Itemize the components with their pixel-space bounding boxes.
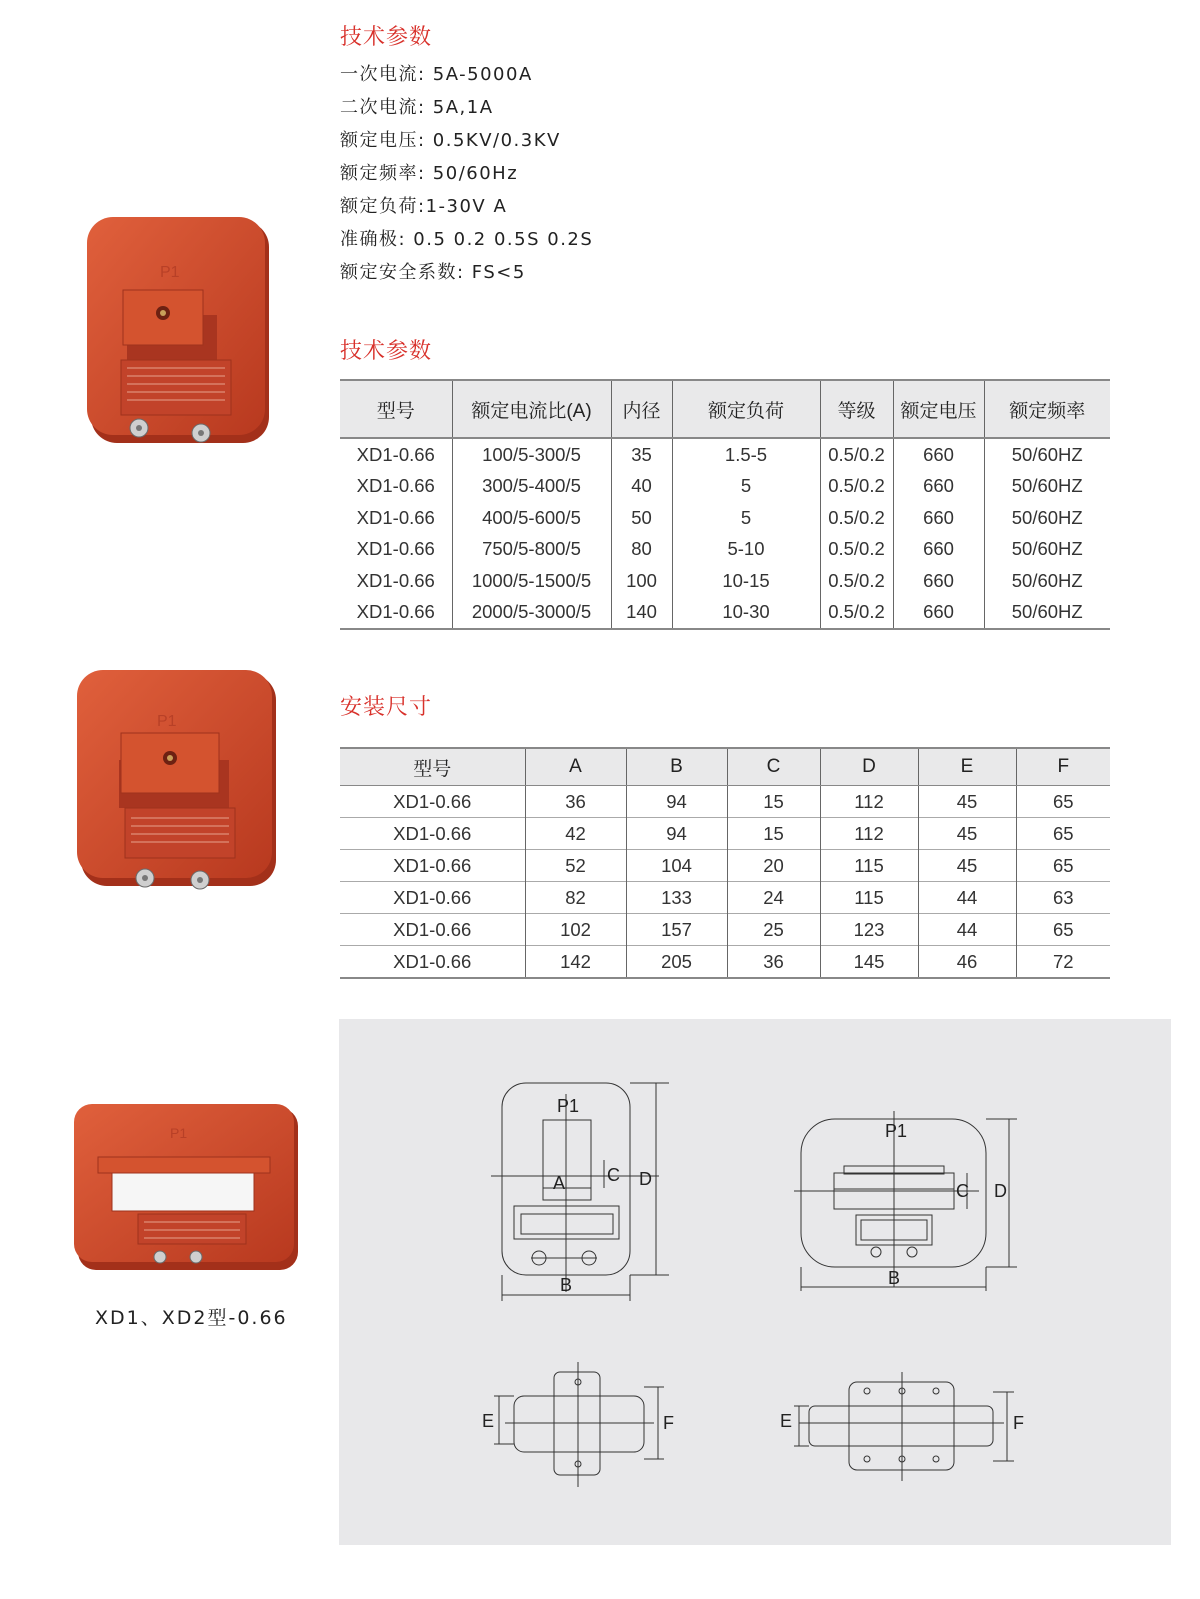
table-row — [340, 946, 1110, 979]
table-cell: 94 — [626, 818, 727, 850]
table-row — [340, 502, 1110, 534]
tech-table — [340, 379, 1110, 630]
table-cell: 24 — [727, 882, 820, 914]
table-header-row — [340, 380, 1110, 438]
table-cell: 140 — [611, 597, 672, 630]
table-cell: 40 — [611, 471, 672, 503]
table-cell: 102 — [525, 914, 626, 946]
table-cell: XD1-0.66 — [356, 475, 435, 497]
column-header: 等级 — [820, 380, 893, 438]
table-row — [340, 850, 1110, 882]
column-header: 额定频率 — [984, 380, 1110, 438]
table-cell: 45 — [918, 786, 1016, 818]
table-cell: 0.5/0.2 — [820, 502, 893, 534]
table-cell: 45 — [918, 818, 1016, 850]
table-cell: 660 — [893, 534, 984, 566]
table-cell: 300/5-400/5 — [452, 471, 611, 503]
table-cell: 750/5-800/5 — [452, 534, 611, 566]
table-cell: 5 — [672, 471, 820, 503]
column-header: E — [918, 748, 1016, 786]
product-photo-3 — [72, 1102, 300, 1274]
column-header: C — [727, 748, 820, 786]
table-row — [340, 534, 1110, 566]
table-cell: XD1-0.66 — [340, 850, 525, 882]
table-cell: 1.5-5 — [672, 438, 820, 471]
column-header: A — [525, 748, 626, 786]
table-cell: 44 — [918, 882, 1016, 914]
table-cell: 25 — [727, 914, 820, 946]
table-cell: 2000/5-3000/5 — [452, 597, 611, 630]
table-cell: 50/60HZ — [984, 438, 1110, 471]
table-cell: 660 — [893, 565, 984, 597]
column-header: 额定负荷 — [672, 380, 820, 438]
table-cell: 660 — [893, 471, 984, 503]
dim-label-a: A — [553, 1173, 566, 1193]
table-cell: 46 — [918, 946, 1016, 979]
table-cell: 100/5-300/5 — [452, 438, 611, 471]
spec-item: 准确极: 0.5 0.2 0.5S 0.2S — [340, 229, 594, 250]
table-cell: 142 — [525, 946, 626, 979]
table-cell: 10-30 — [672, 597, 820, 630]
table-cell: 0.5/0.2 — [820, 471, 893, 503]
table-cell: 35 — [611, 438, 672, 471]
table-cell: 15 — [727, 786, 820, 818]
table-cell: XD1-0.66 — [340, 882, 525, 914]
table-cell: 115 — [820, 882, 918, 914]
table-header-row — [340, 748, 1110, 786]
table-row — [340, 471, 1110, 503]
table-row — [340, 565, 1110, 597]
spec-list — [340, 58, 593, 289]
table-cell: 100 — [611, 565, 672, 597]
product-marking: P1 — [160, 264, 180, 281]
table-cell: 157 — [626, 914, 727, 946]
table-cell: 50/60HZ — [984, 597, 1110, 630]
dim-label-f: F — [663, 1413, 674, 1433]
table-cell: 660 — [893, 502, 984, 534]
product-marking: P1 — [157, 713, 177, 730]
table-row — [340, 882, 1110, 914]
column-header: 型号 — [340, 748, 525, 786]
side-view-2 — [794, 1372, 1014, 1481]
table-cell: 20 — [727, 850, 820, 882]
table-cell: XD1-0.66 — [356, 601, 435, 623]
table-cell: 72 — [1016, 946, 1110, 979]
column-header: B — [626, 748, 727, 786]
table-row — [340, 438, 1110, 471]
table-cell: 50/60HZ — [984, 565, 1110, 597]
table-cell: 82 — [525, 882, 626, 914]
table-cell: 112 — [820, 786, 918, 818]
table-cell: 65 — [1016, 786, 1110, 818]
table-cell: 0.5/0.2 — [820, 597, 893, 630]
table-cell: 660 — [893, 597, 984, 630]
dim-label-e: E — [780, 1411, 793, 1431]
table-cell: 15 — [727, 818, 820, 850]
table-cell: 42 — [525, 818, 626, 850]
spec-item: 额定电压: 0.5KV/0.3KV — [340, 130, 561, 151]
table-cell: 36 — [727, 946, 820, 979]
table-cell: 63 — [1016, 882, 1110, 914]
dim-label-d: D — [639, 1169, 652, 1189]
table-cell: 0.5/0.2 — [820, 534, 893, 566]
dim-label-d: D — [994, 1181, 1007, 1201]
table-cell: 0.5/0.2 — [820, 565, 893, 597]
table-row — [340, 786, 1110, 818]
table-cell: 94 — [626, 786, 727, 818]
table-cell: XD1-0.66 — [356, 443, 435, 465]
table-cell: 112 — [820, 818, 918, 850]
specs-heading: 技术参数 — [340, 25, 433, 50]
side-view-1 — [494, 1362, 664, 1487]
product-caption: XD1、XD2型-0.66 — [95, 1307, 288, 1329]
table-cell: XD1-0.66 — [340, 946, 525, 979]
table-cell: XD1-0.66 — [340, 914, 525, 946]
column-header: 额定电流比(A) — [452, 380, 611, 438]
product-marking: P1 — [170, 1125, 188, 1141]
table-cell: 50/60HZ — [984, 502, 1110, 534]
table-cell: 0.5/0.2 — [820, 438, 893, 471]
spec-item: 一次电流: 5A-5000A — [340, 64, 533, 85]
dim-label-p1: P1 — [557, 1096, 580, 1116]
dimension-drawings — [339, 1019, 1171, 1545]
table-cell: 50 — [611, 502, 672, 534]
table-cell: 133 — [626, 882, 727, 914]
table-cell: 660 — [893, 438, 984, 471]
table-cell: 44 — [918, 914, 1016, 946]
table-cell: XD1-0.66 — [356, 538, 435, 560]
dim-label-c: C — [956, 1181, 969, 1201]
tech-table-heading: 技术参数 — [340, 339, 433, 364]
column-header: F — [1016, 748, 1110, 786]
table-cell: XD1-0.66 — [340, 786, 525, 818]
table-cell: 1000/5-1500/5 — [452, 565, 611, 597]
table-cell: 65 — [1016, 850, 1110, 882]
table-cell: 5-10 — [672, 534, 820, 566]
dim-label-b: B — [560, 1275, 573, 1295]
table-cell: 400/5-600/5 — [452, 502, 611, 534]
dim-label-e: E — [482, 1411, 495, 1431]
front-view-1 — [491, 1083, 669, 1301]
column-header: D — [820, 748, 918, 786]
table-cell: 50/60HZ — [984, 471, 1110, 503]
dim-label-c: C — [607, 1165, 620, 1185]
table-cell: XD1-0.66 — [356, 506, 435, 528]
technical-drawing-panel — [339, 1019, 1171, 1545]
table-cell: 52 — [525, 850, 626, 882]
spec-item: 额定频率: 50/60Hz — [340, 163, 519, 184]
table-cell: XD1-0.66 — [356, 569, 435, 591]
table-cell: XD1-0.66 — [340, 818, 525, 850]
install-table-heading: 安装尺寸 — [340, 695, 433, 720]
table-cell: 65 — [1016, 914, 1110, 946]
table-cell: 10-15 — [672, 565, 820, 597]
spec-item: 额定负荷:1-30V A — [340, 196, 508, 217]
table-cell: 145 — [820, 946, 918, 979]
product-photo-1 — [85, 215, 275, 450]
column-header: 额定电压 — [893, 380, 984, 438]
table-cell: 104 — [626, 850, 727, 882]
column-header: 内径 — [611, 380, 672, 438]
table-cell: 65 — [1016, 818, 1110, 850]
table-row — [340, 597, 1110, 630]
product-photo-2 — [75, 668, 280, 893]
table-cell: 45 — [918, 850, 1016, 882]
dim-label-p1: P1 — [885, 1121, 908, 1141]
table-cell: 50/60HZ — [984, 534, 1110, 566]
table-cell: 5 — [672, 502, 820, 534]
table-row — [340, 914, 1110, 946]
table-cell: 205 — [626, 946, 727, 979]
table-cell: 123 — [820, 914, 918, 946]
dim-label-b: B — [888, 1268, 901, 1288]
spec-item: 二次电流: 5A,1A — [340, 97, 494, 118]
table-cell: 80 — [611, 534, 672, 566]
dim-label-f: F — [1013, 1413, 1024, 1433]
table-cell: 36 — [525, 786, 626, 818]
column-header: 型号 — [340, 380, 452, 438]
table-cell: 115 — [820, 850, 918, 882]
spec-item: 额定安全系数: FS<5 — [340, 262, 526, 283]
table-row — [340, 818, 1110, 850]
install-table — [340, 747, 1110, 979]
